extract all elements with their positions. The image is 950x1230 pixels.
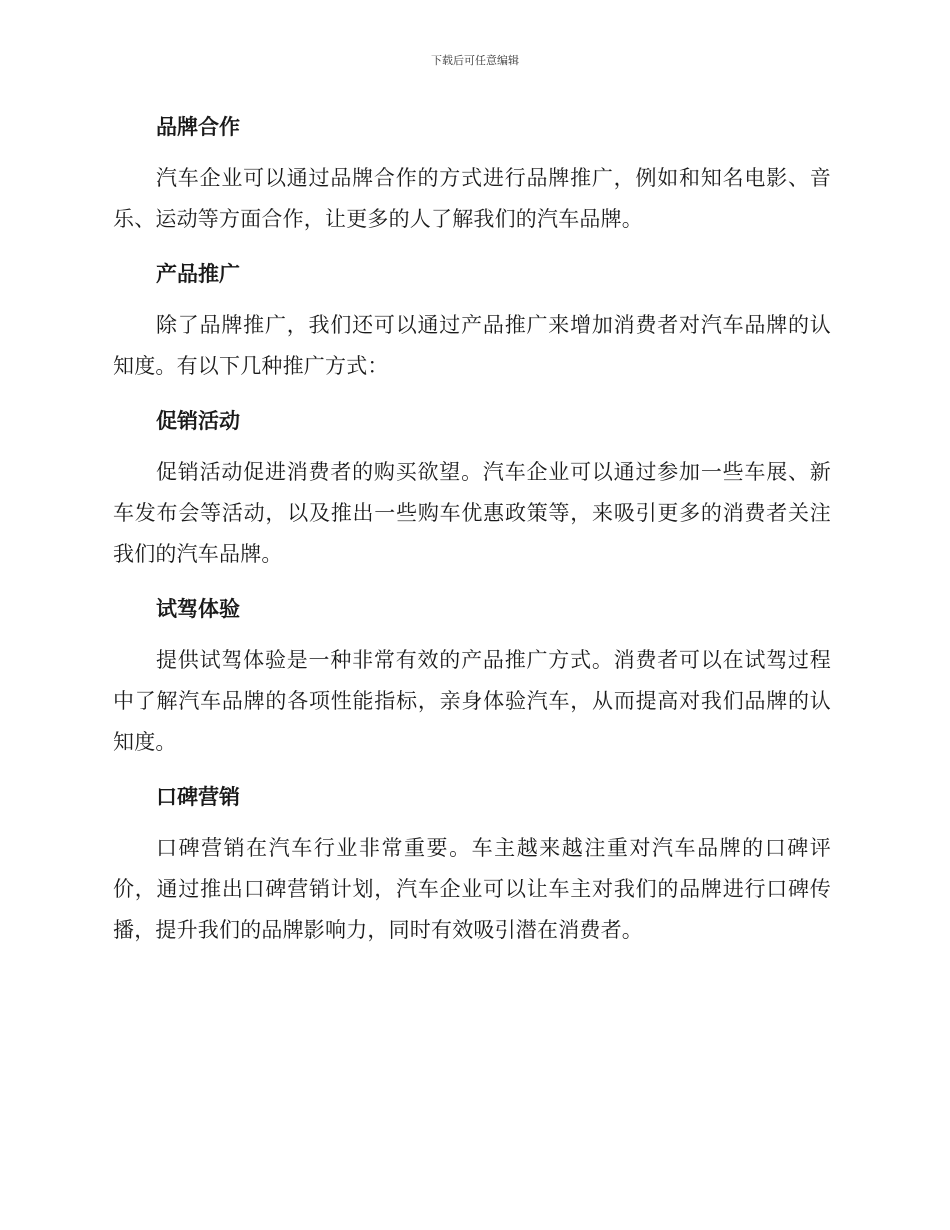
page-header: 下载后可任意编辑: [431, 54, 519, 67]
section-paragraph: 除了品牌推广，我们还可以通过产品推广来增加消费者对汽车品牌的认知度。有以下几种推广方式：: [113, 313, 831, 378]
section-heading: 试驾体验: [156, 597, 240, 621]
section-promotional-activities: [113, 402, 831, 575]
section-brand-cooperation: [113, 108, 831, 240]
section-product-promotion: [113, 255, 831, 387]
section-heading: 口碑营销: [156, 785, 240, 809]
section-paragraph: 汽车企业可以通过品牌合作的方式进行品牌推广，例如和知名电影、音乐、运动等方面合作，让更多的人了解我们的汽车品牌。: [113, 166, 831, 231]
section-heading: 促销活动: [156, 409, 240, 433]
section-paragraph: 口碑营销在汽车行业非常重要。车主越来越注重对汽车品牌的口碑评价，通过推出口碑营销计划，汽车企业可以让车主对我们的品牌进行口碑传播，提升我们的品牌影响力，同时有效吸引潜在消费者。: [113, 836, 831, 942]
section-heading: 产品推广: [156, 262, 240, 286]
section-paragraph: 促销活动促进消费者的购买欲望。汽车企业可以通过参加一些车展、新车发布会等活动，以及推出一些购车优惠政策等，来吸引更多的消费者关注我们的汽车品牌。: [113, 460, 831, 566]
section-word-of-mouth: [113, 778, 831, 951]
section-test-drive: [113, 590, 831, 763]
section-heading: 品牌合作: [156, 115, 240, 139]
section-paragraph: 提供试驾体验是一种非常有效的产品推广方式。消费者可以在试驾过程中了解汽车品牌的各项性能指标，亲身体验汽车，从而提高对我们品牌的认知度。: [113, 648, 831, 754]
document-body: [113, 108, 831, 966]
